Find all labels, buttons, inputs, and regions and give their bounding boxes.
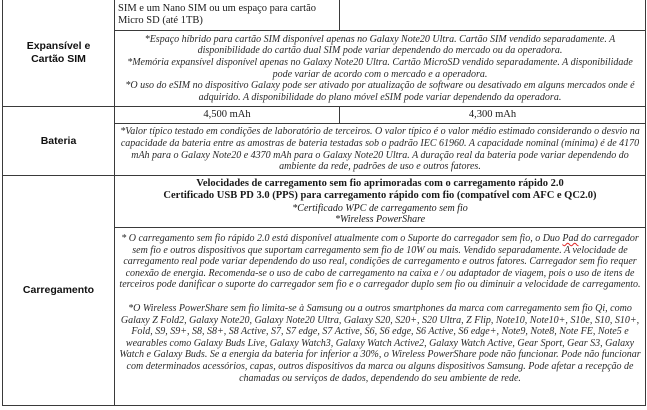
sim-label-line1: Expansível e [26,40,91,52]
spell-check-word: Pad [562,233,579,244]
charging-header [115,176,646,228]
charging-label: Carregamento [3,176,115,406]
sim-note-hybrid: *Espaço híbrido para cartão SIM disponível apenas no Galaxy Note20 Ultra. Cartão SIM vendido separadamente. A disponibilidade do cartão dual SIM pode variar dependendo do mercado ou da operadora. [144,33,616,57]
battery-value-note20-ultra: 4,500 mAh [115,107,340,124]
charging-line-wireless: Velocidades de carregamento sem fio aprimoradas com o carregamento rápido 2.0 [196,177,564,189]
battery-label: Bateria [3,107,115,176]
battery-value-note20: 4,300 mAh [340,107,646,124]
sim-row-value [3,0,646,31]
sim-value-empty [340,0,646,31]
charging-line-wpc: *Certificado WPC de carregamento sem fio [292,202,468,214]
charging-line-usbpd: Certificado USB PD 3.0 (PPS) para carregamento rápido com fio (compatível com AFC e QC2.0) [163,190,597,201]
sim-note-memory: *Memória expansível disponível apenas no Galaxy Note20 Ultra. Cartão MicroSD vendido separadamente. A disponibilidade pode variar de acordo com o mercado e a operadora. [127,56,633,80]
battery-row-values [3,107,646,124]
sim-label [3,0,115,107]
battery-note: *Valor típico testado em condições de laboratório de terceiros. O valor típico é o valor médio estimado considerando o desvio na capacidade da bateria entre as amostras de bateria testadas sob o padrão IEC 61960. A capacidade nominal (mínima) é de 4170 mAh para o Galaxy Note20 e 4370 mAh para o Galaxy Note20 Ultra. A duração real da bateria pode variar dependendo do ambiente da rede, padrões de uso e outros fatores. [115,124,646,176]
charging-notes [115,228,646,406]
charging-row-header [3,176,646,228]
sim-label-line2: Cartão SIM [31,53,86,65]
charging-note-fast-wireless-a: * O carregamento sem fio rápido 2.0 está disponível atualmente com o Suporte do carregador sem fio, o Duo [121,233,563,244]
sim-notes [115,31,646,107]
charging-note-powershare: *O Wireless PowerShare sem fio limita-se à Samsung ou a outros smartphones da marca com carregamento sem fio Qi, como Galaxy Z Fold2, Galaxy Note20, Galaxy Note20 Ultra, Galaxy S20, S20+, S20 Ultra, Z Flip, Note10, Note10+, S10e, S10, S10+, Fold, S9, S9+, S8, S8+, S8 Active, S7, S7 edge, S7 Active, S6, S6 edge, S6 Active, S6 edge+, Note9, Note8, Note FE, Note5 e wearables como Galaxy Buds Live, Galaxy Watch3, Galaxy Watch Active2, Galaxy Watch Active, Gear Sport, Gear S3, Galaxy Watch e Galaxy Buds. Se a energia da bateria for inferior a 30%, o Wireless PowerShare pode não funcionar. Pode não funcionar com determinados acessórios, capas, outros dispositivos da marca ou alguns dispositivos Samsung. Pode afetar a recepção de chamadas ou serviços de dados, dependendo do seu ambiente de rede. [119,302,641,384]
charging-line-powershare: *Wireless PowerShare [334,214,426,225]
spec-table [2,0,646,406]
sim-note-esim: *O uso do eSIM no dispositivo Galaxy pode ser ativado por atualização de software ou desativado em alguns mercados onde é adquirido. A disponibilidade do plano móvel eSIM pode variar dependendo da operadora. [125,80,635,103]
sim-value: SIM e um Nano SIM ou um espaço para cartão Micro SD (até 1TB) [115,0,340,31]
charging-note-fast-wireless-b: do carregador sem fio e outros dispositivos que suportam carregamento sem fio de 10W ou mais. Vendido separadamente. A velocidade de carregamento real pode variar dependendo do uso real, condições de carregamento e outros fatores. Carregador sem fio requer conexão de energia. Recomenda-se o uso de cabo de carregamento na caixa e / ou adaptador de viagem, pois o uso de itens de terceiros pode danificar o suporte do carregador sem fio e o carregador duplo sem fio ou diminuir a velocidade de carregamento. [119,233,641,291]
charging-note-fast-wireless [119,233,641,291]
